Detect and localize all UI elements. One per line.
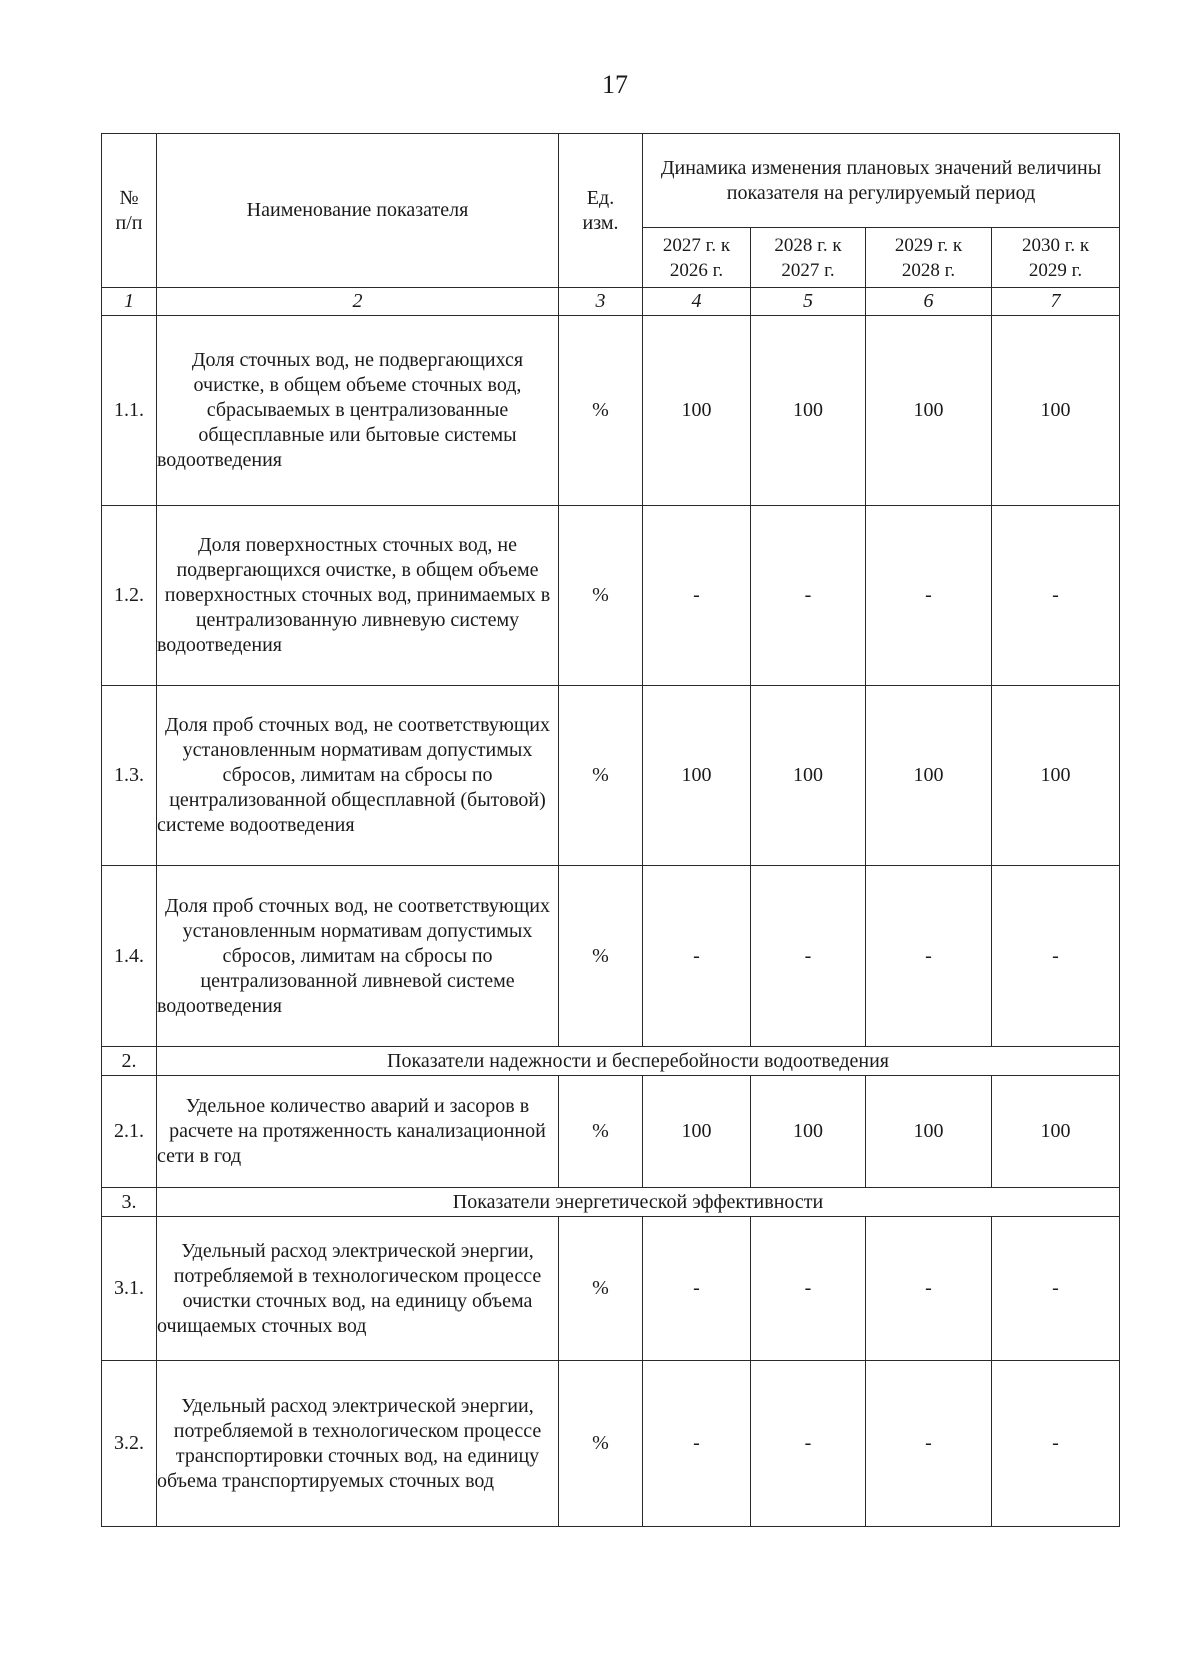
row-value: 100 (643, 1076, 751, 1188)
row-name: Доля сточных вод, не подвергающихся очистке, в общем объеме сточных вод, сбрасываемых в централизованные общесплавные или бытовые системы водоотведения (157, 316, 559, 506)
section-title: Показатели надежности и бесперебойности водоотведения (157, 1047, 1120, 1076)
header-year: 2029 г. к 2028 г. (866, 228, 992, 288)
row-num: 1.2. (102, 506, 157, 686)
row-value: - (866, 1361, 992, 1527)
row-value: - (751, 1217, 866, 1361)
header-row (102, 134, 1120, 228)
row-value: - (643, 506, 751, 686)
indicators-table (101, 133, 1120, 1527)
section-title: Показатели энергетической эффективности (157, 1188, 1120, 1217)
row-value: 100 (751, 686, 866, 866)
row-unit: % (559, 316, 643, 506)
table-row (102, 506, 1120, 686)
row-name: Доля проб сточных вод, не соответствующих установленным нормативам допустимых сбросов, лимитам на сбросы по централизованной общесплавной (бытовой) системе водоотведения (157, 686, 559, 866)
row-value: 100 (751, 1076, 866, 1188)
header-name: Наименование показателя (157, 134, 559, 288)
row-value: - (643, 1217, 751, 1361)
row-value: - (866, 1217, 992, 1361)
row-unit: % (559, 1217, 643, 1361)
column-number: 5 (751, 288, 866, 316)
column-number: 3 (559, 288, 643, 316)
table-row (102, 1361, 1120, 1527)
row-value: - (643, 1361, 751, 1527)
row-num: 1.3. (102, 686, 157, 866)
table-row (102, 316, 1120, 506)
row-num: 3.1. (102, 1217, 157, 1361)
row-value: 100 (992, 316, 1120, 506)
row-name: Удельный расход электрической энергии, потребляемой в технологическом процессе очистки сточных вод, на единицу объема очищаемых сточных вод (157, 1217, 559, 1361)
column-number: 4 (643, 288, 751, 316)
header-year: 2028 г. к 2027 г. (751, 228, 866, 288)
row-name: Доля поверхностных сточных вод, не подвергающихся очистке, в общем объеме поверхностных сточных вод, принимаемых в централизованную ливневую систему водоотведения (157, 506, 559, 686)
column-number: 6 (866, 288, 992, 316)
column-number-row (102, 288, 1120, 316)
row-value: - (992, 1361, 1120, 1527)
row-value: - (866, 506, 992, 686)
row-value: 100 (866, 1076, 992, 1188)
header-dynamics: Динамика изменения плановых значений величины показателя на регулируемый период (643, 134, 1120, 228)
row-value: - (751, 866, 866, 1047)
row-name: Удельное количество аварий и засоров в расчете на протяженность канализационной сети в год (157, 1076, 559, 1188)
row-unit: % (559, 686, 643, 866)
header-unit: Ед. изм. (559, 134, 643, 288)
section-row (102, 1047, 1120, 1076)
row-value: - (992, 506, 1120, 686)
row-name: Доля проб сточных вод, не соответствующих установленным нормативам допустимых сбросов, лимитам на сбросы по централизованной ливневой системе водоотведения (157, 866, 559, 1047)
row-value: - (992, 866, 1120, 1047)
page-number: 17 (602, 70, 628, 99)
row-unit: % (559, 506, 643, 686)
table-row (102, 686, 1120, 866)
row-num: 2.1. (102, 1076, 157, 1188)
table-row (102, 866, 1120, 1047)
row-num: 1.4. (102, 866, 157, 1047)
row-value: 100 (643, 686, 751, 866)
row-value: - (866, 866, 992, 1047)
column-number: 1 (102, 288, 157, 316)
row-value: 100 (866, 686, 992, 866)
row-value: 100 (992, 1076, 1120, 1188)
table-row (102, 1217, 1120, 1361)
row-value: - (643, 866, 751, 1047)
row-unit: % (559, 1076, 643, 1188)
row-unit: % (559, 1361, 643, 1527)
section-num: 2. (102, 1047, 157, 1076)
row-num: 1.1. (102, 316, 157, 506)
section-num: 3. (102, 1188, 157, 1217)
section-row (102, 1188, 1120, 1217)
row-value: 100 (992, 686, 1120, 866)
row-value: 100 (866, 316, 992, 506)
row-value: - (751, 1361, 866, 1527)
column-number: 2 (157, 288, 559, 316)
header-year: 2030 г. к 2029 г. (992, 228, 1120, 288)
header-num: № п/п (102, 134, 157, 288)
row-value: - (992, 1217, 1120, 1361)
header-year: 2027 г. к 2026 г. (643, 228, 751, 288)
row-name: Удельный расход электрической энергии, потребляемой в технологическом процессе транспортировки сточных вод, на единицу объема транспортируемых сточных вод (157, 1361, 559, 1527)
row-num: 3.2. (102, 1361, 157, 1527)
row-value: - (751, 506, 866, 686)
column-number: 7 (992, 288, 1120, 316)
row-value: 100 (751, 316, 866, 506)
row-value: 100 (643, 316, 751, 506)
row-unit: % (559, 866, 643, 1047)
table-row (102, 1076, 1120, 1188)
